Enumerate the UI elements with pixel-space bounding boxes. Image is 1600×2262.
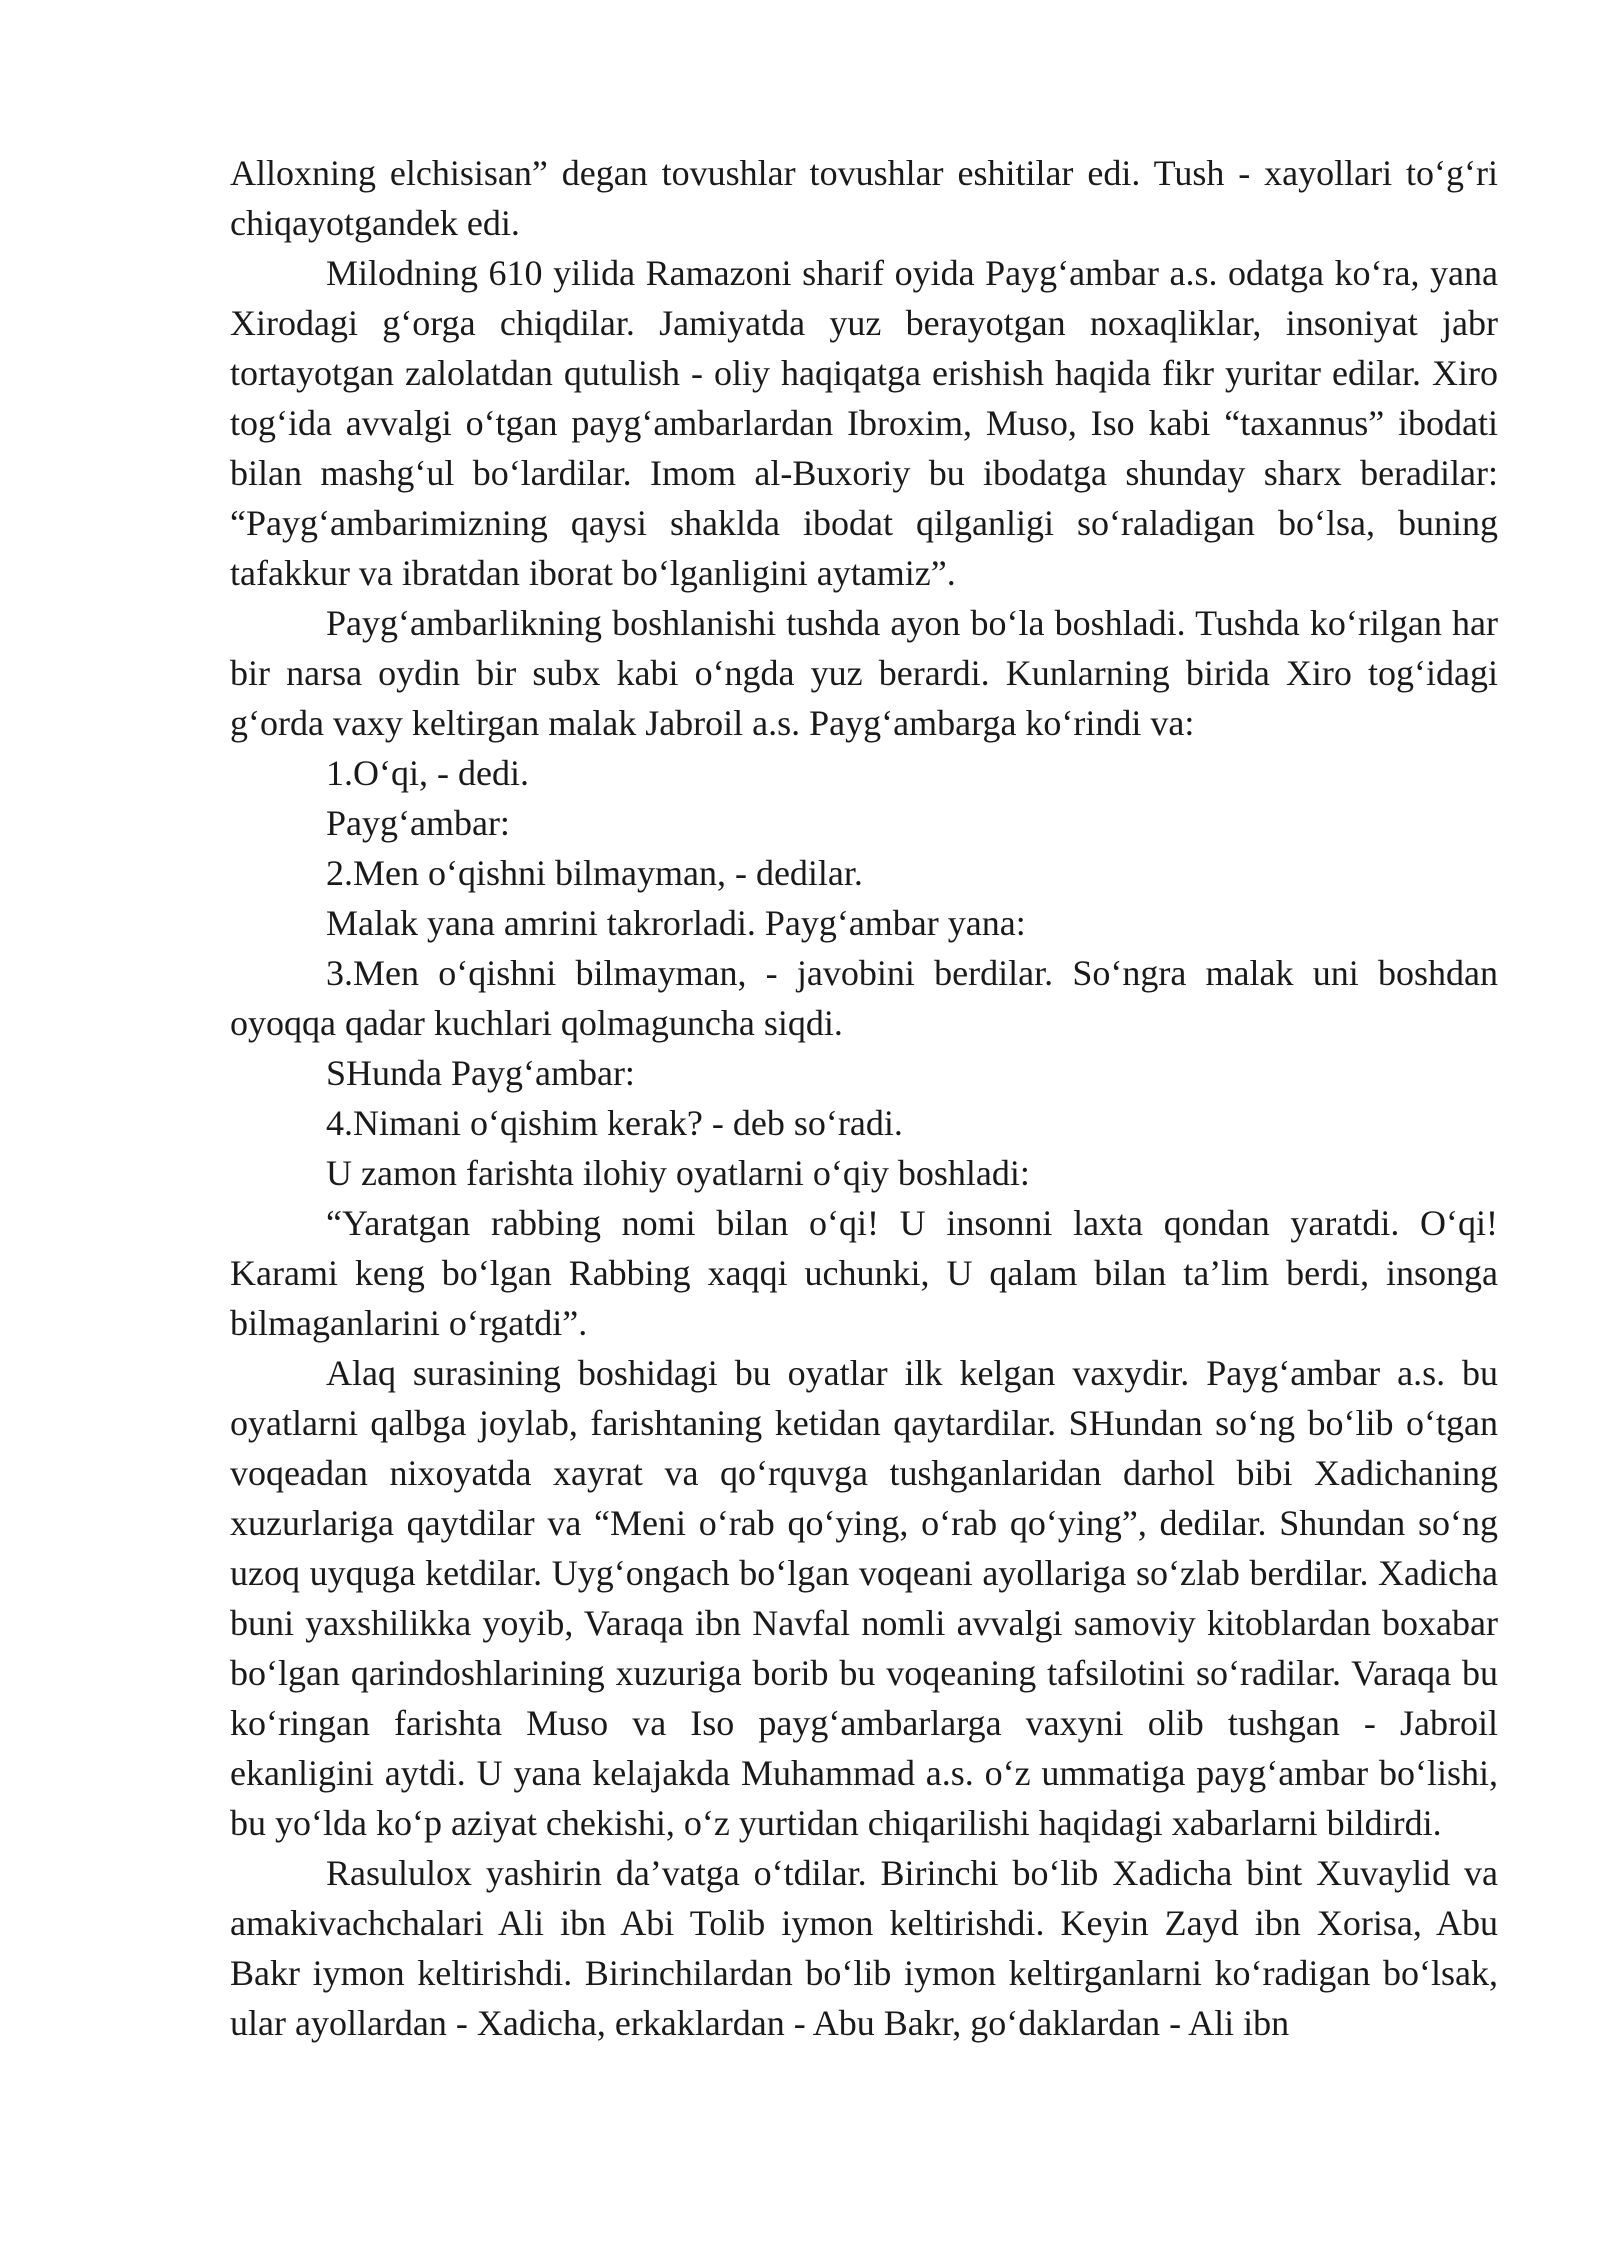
paragraph-4: 1.O‘qi, - dedi. <box>326 753 529 793</box>
paragraph-5: Payg‘ambar: <box>326 803 510 843</box>
paragraph-14: Rasululox yashirin da’vatga o‘tdilar. Birinchi bo‘lib Xadicha bint Xuvaylid va amakivachchalari Ali ibn Abi Tolib iymon keltirishdi. Keyin Zayd ibn Xorisa, Abu Bakr iymon keltirishdi. Birinchilardan bo‘lib iymon keltirganlarni ko‘radigan bo‘lsak, ular ayollardan - Xadicha, erkaklardan - Abu Bakr, go‘daklardan - Ali ibn <box>230 1853 1498 2043</box>
paragraph-10: 4.Nimani o‘qishim kerak? - deb so‘radi. <box>326 1103 903 1143</box>
paragraph-6: 2.Men o‘qishni bilmayman, - dedilar. <box>326 853 863 893</box>
paragraph-12: “Yaratgan rabbing nomi bilan o‘qi! U insonni laxta qondan yaratdi. O‘qi! Karami keng bo‘lgan Rabbing xaqqi uchunki, U qalam bilan ta’lim berdi, insonga bilmaganlarini o‘rgatdi”. <box>230 1203 1498 1343</box>
paragraph-7: Malak yana amrini takrorladi. Payg‘ambar yana: <box>326 903 1026 943</box>
paragraph-11: U zamon farishta ilohiy oyatlarni o‘qiy boshladi: <box>326 1153 1030 1193</box>
paragraph-1: Alloxning elchisisan” degan tovushlar tovushlar eshitilar edi. Tush - xayollari to‘g‘ri chiqayotgandek edi. <box>230 153 1498 243</box>
paragraph-8: 3.Men o‘qishni bilmayman, - javobini berdilar. So‘ngra malak uni boshdan oyoqqa qadar kuchlari qolmaguncha siqdi. <box>230 953 1498 1043</box>
paragraph-2: Milodning 610 yilida Ramazoni sharif oyida Payg‘ambar a.s. odatga ko‘ra, yana Xirodagi g‘orga chiqdilar. Jamiyatda yuz berayotgan noxaqliklar, insoniyat jabr tortayotgan zalolatdan qutulish - oliy haqiqatga erishish haqida fikr yuritar edilar. Xiro tog‘ida avvalgi o‘tgan payg‘ambarlardan Ibroxim, Muso, Iso kabi “taxannus” ibodati bilan mashg‘ul bo‘lardilar. Imom al-Buxoriy bu ibodatga shunday sharx beradilar: “Payg‘ambarimizning qaysi shaklda ibodat qilganligi so‘raladigan bo‘lsa, buning tafakkur va ibratdan iborat bo‘lganligini aytamiz”. <box>230 253 1498 593</box>
paragraph-3: Payg‘ambarlikning boshlanishi tushda ayon bo‘la boshladi. Tushda ko‘rilgan har bir narsa oydin bir subx kabi o‘ngda yuz berardi. Kunlarning birida Xiro tog‘idagi g‘orda vaxy keltirgan malak Jabroil a.s. Payg‘ambarga ko‘rindi va: <box>230 603 1498 743</box>
paragraph-13: Alaq surasining boshidagi bu oyatlar ilk kelgan vaxydir. Payg‘ambar a.s. bu oyatlarni qalbga joylab, farishtaning ketidan qaytardilar. SHundan so‘ng bo‘lib o‘tgan voqeadan nixoyatda xayrat va qo‘rquvga tushganlaridan darhol bibi Xadichaning xuzurlariga qaytdilar va “Meni o‘rab qo‘ying, o‘rab qo‘ying”, dedilar. Shundan so‘ng uzoq uyquga ketdilar. Uyg‘ongach bo‘lgan voqeani ayollariga so‘zlab berdilar. Xadicha buni yaxshilikka yoyib, Varaqa ibn Navfal nomli avvalgi samoviy kitoblardan boxabar bo‘lgan qarindoshlarining xuzuriga borib bu voqeaning tafsilotini so‘radilar. Varaqa bu ko‘ringan farishta Muso va Iso payg‘ambarlarga vaxyni olib tushgan - Jabroil ekanligini aytdi. U yana kelajakda Muhammad a.s. o‘z ummatiga payg‘ambar bo‘lishi, bu yo‘lda ko‘p aziyat chekishi, o‘z yurtidan chiqarilishi haqidagi xabarlarni bildirdi. <box>230 1353 1498 1843</box>
document-page <box>230 148 1498 2048</box>
paragraph-9: SHunda Payg‘ambar: <box>326 1053 635 1093</box>
